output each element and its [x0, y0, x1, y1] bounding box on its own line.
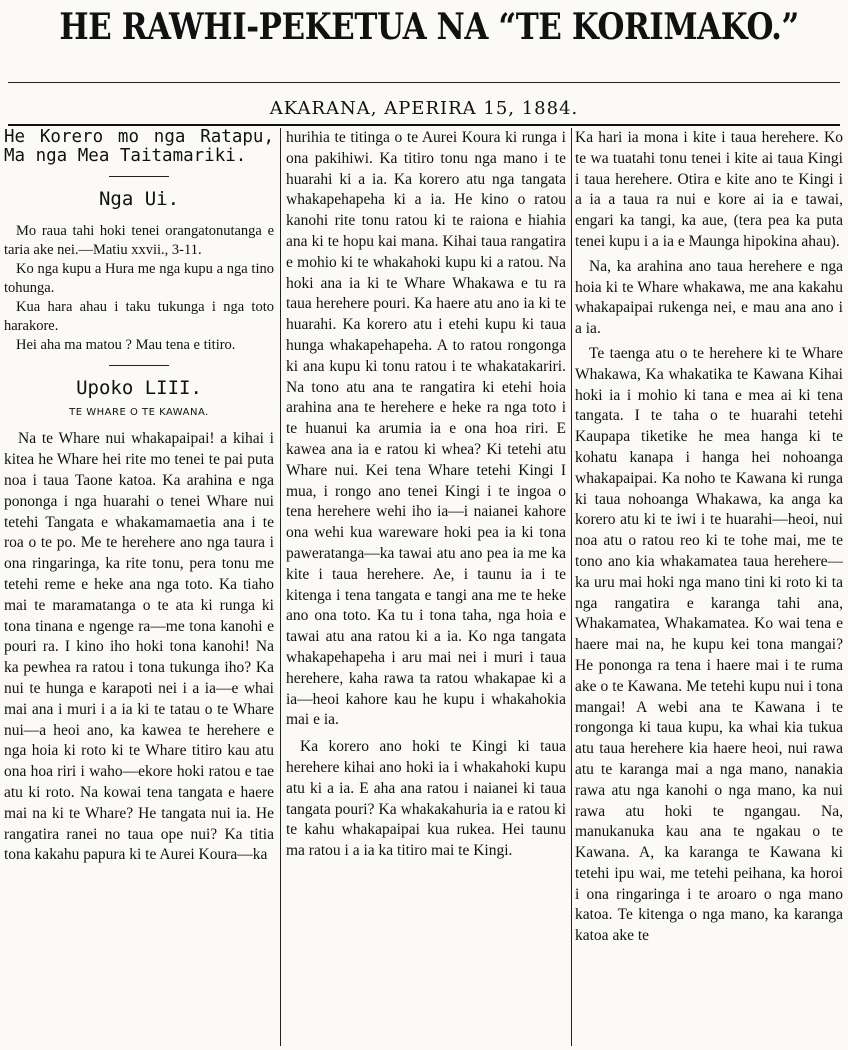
body-paragraph: hurihia te titinga o te Aurei Koura ki runga i ona pakihiwi. Ka titiro tonu nga mano i te huarahi ki a ia. Ka korero atu nga tangata whakapehapeha ki a ia. He kino o ratou kanohi rite tonu ratou ki te raiona e hiahia ana ki te hopu kai mana. Kihai taua rangatira e mohio ki te whakahoki kupu ki a ratou. Na hoki ana ia ki te Whare Whakawa e tu ra taua herehere pouri. Ka haere atu ano ia ki te huarahi. Ka korero atu i etehi kupu ki taua hunga whakapehapeha. A to ratou rongonga ki ana kupu ki tonu ratou i te whakatakariri. Na tono atu ana te rangatira ki etehi hoia arahina ana te herehere e heke ra nga toto i te huanui ka arumia ia e ona hoa riri. E kawea ana ia e ratou ki whea? Ki tetehi atu Whare nui. Kei tena Whare tetehi Kingi I mua, i rongo ano tenei Kingi i te ingoa o tena herehere wehi iho ia—i naianei kahore ona wehi kua wareware hoki pea ia ki tona paweratanga—ka tawai atu ano pea ia me ka kite i taua herehere. Ae, i taunu ia i te kitenga i tena tangata e tangi ana me te heke ano ona toto. Ka tu i tona taha, nga hoia e tawai atu ana ratou ki a ia. Ko nga tangata whakapehapeha i aru mai nei i muri i taua herehere, kaha rawa ta ratou whakapae ki a ia—heoi kahore kau he kupu i whakahokia mai e ia. [286, 129, 566, 729]
dateline-rule [8, 124, 840, 126]
column-1 [4, 128, 274, 1046]
body-paragraph: Na, ka arahina ano taua herehere e nga hoia ki te Whare whakawa, me ana kakahu whakapaipai rukenga nei, e mau ana ano i a ia. [575, 257, 843, 338]
verse-line: Hei aha ma matou ? Mau tena e titiro. [16, 336, 236, 353]
column-divider-1 [280, 128, 281, 1046]
column-divider-2 [571, 128, 572, 1046]
verse-line: Kua hara ahau i taku tukunga i nga toto harakore. [4, 298, 274, 334]
verse-line: Ko nga kupu a Hura me nga kupu a nga tino tohunga. [4, 260, 274, 296]
chapter-subtitle: TE WHARE O TE KAWANA. [69, 406, 209, 418]
body-paragraph: Na te Whare nui whakapaipai! a kihai i kitea he Whare hei rite mo tenei te pai puta noa i taua Taone katoa. Ka arahina e nga pononga i nga huarahi o tenei Whare nui tetehi Tangata e whakamamaetia ana i te roa o te po. Me te herehere ano nga taura i ona ringaringa, ka rite tonu, pera tonu me tetehi reme e heke ana nga toto. Ka tiaho mai te maramatanga o te ata ki runga ki tona tinana e ngenge ra—me tona kanohi e pouri ra. I kino iho hoki tona kanohi! Na ka pewhea ra ratou i tona tukunga iho? Ka nui te hunga e karapoti nei i a ia—e whai mai ana i muri i a ia ki te tatau o te Whare nui—a heoi ano, ka kawea te herehere e nga hoia ki roto ki te Whare titiro kau atu ona hoa riri i waho—ekore hoki ratou e tae atu ki roto. Na kowai tena tangata e haere mai na ki te Whare? He tangata nui ia. He rangatira ranei no taua ope nui? Ka titia tona kakahu papura ki te Aurei Koura—ka [4, 430, 274, 864]
masthead-rule [8, 82, 840, 83]
masthead: HE RAWHI-PEKETUA NA “TE KORIMAKO.” [59, 6, 799, 48]
dateline: AKARANA, APERIRA 15, 1884. [269, 98, 579, 119]
heading-rule [109, 176, 169, 177]
body-paragraph: Ka hari ia mona i kite i taua herehere. Ko te wa tuatahi tonu tenei i kite ai taua Kingi i taua herehere. Otira e kite ano te Kingi i a ia a taua ra nui e kore ai ia e tawai, engari ka tangi, ka aue, (tera pea ka puta tenei kupu i a ia e Maunga hipokina ahau). [575, 129, 843, 250]
body-paragraph: Te taenga atu o te herehere ki te Whare Whakawa, Ka whakatika te Kawana Kihai hoki ia i mohio ki tana e mea ai ki tena tangata. I te taha o te huarahi tetehi Kaupapa tiketike he mea hanga ki te kohatu kanapa i hanga hei nohoanga whakapaipai. Ka noho te Kawana ki runga ki taua nohoanga Whakawa, ka anga ka korero atu ki te iwi i te huarahi—heoi, nui noa atu o ratou reo ki te tohe mai, me te tono ano kia whakamatea taua herehere—ka uru mai hoki nga mano tini ki roto ki ta nga rangatira e karanga tahi ana, Whakamatea, Whakamatea. Ko wai tena e haere mai na, he kupu kei tona mangai? He pononga ra tena i haere mai i te ruma ake o te Kawana. Me tetehi kupu nui i tona mangai! A webi ana te Kawana i te rongonga ki taua kupu, ka whai kia tukua atu taua herehere kia haere heoi, nui rawa atu te karanga mai a nga mano, nanakia rawa atu nga kanohi o nga mano, ka nui rawa atu hoki te ngangau. Na, manukanuka kau ana te ngakau o te Kawana. A, ka karanga te Kawana ki tetehi ipu wai, me tetehi peihana, ka horoi i ona ringaringa i te aroaro o nga mano katoa. Te kitenga o nga mano, ka karanga katoa ake te [575, 344, 843, 945]
verse-line: Mo raua tahi hoki tenei orangatonutanga e taria ake nei.—Matiu xxvii., 3-11. [4, 222, 274, 258]
body-paragraph: Ka korero ano hoki te Kingi ki taua herehere kihai ano hoki ia i whakahoki kupu atu ki a ia. E aha ana ratou i naianei ki taua tangata pouri? Ka whakakahuria ia e ratou ki te kahu whakapaipai kua rukea. Hei taunu ma ratou i a ia ka titiro mai te Kingi. [286, 738, 566, 860]
column-3 [575, 128, 843, 1046]
article-subtitle: Nga Ui. [98, 188, 180, 210]
section-rule [109, 365, 169, 366]
chapter-title: Upoko LIII. [76, 376, 202, 399]
column-2 [286, 128, 566, 1046]
article-heading: He Korero mo nga Ratapu, Ma nga Mea Taitamariki. [4, 128, 274, 166]
